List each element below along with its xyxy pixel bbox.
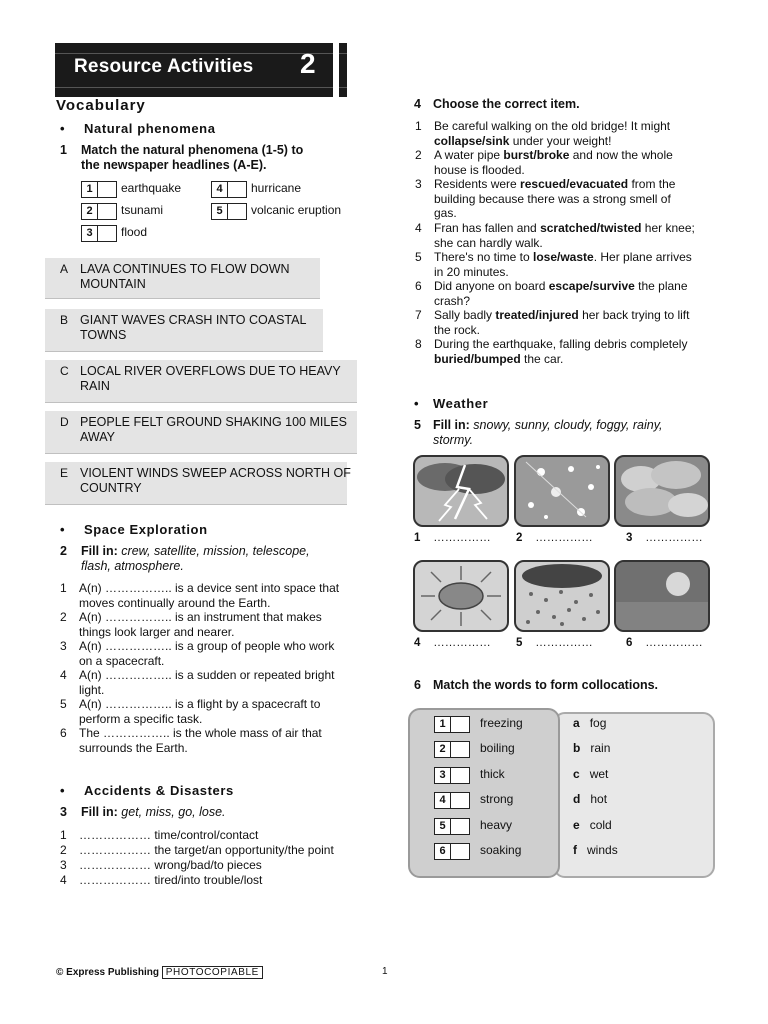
phenomenon-label: flood	[121, 225, 148, 239]
answer-box-2[interactable]: 2	[81, 203, 117, 220]
headline-e: E VIOLENT WINDS SWEEP ACROSS NORTH OF COUNTRY	[45, 462, 347, 505]
phenomenon-label: hurricane	[251, 181, 302, 195]
page-title: Resource Activities	[74, 56, 254, 77]
collocation-word: boiling	[480, 741, 515, 755]
collocation-word: thick	[480, 767, 505, 781]
collocation-word: soaking	[480, 843, 522, 857]
snowy-icon	[514, 455, 610, 527]
unit-number: 2	[300, 48, 316, 79]
headline-a: A LAVA CONTINUES TO FLOW DOWN MOUNTAIN	[45, 258, 320, 299]
title-banner	[55, 43, 347, 97]
collocation-answer-box-1[interactable]: 1	[434, 716, 470, 733]
exercise-2-instruction: 2 Fill in: crew, satellite, mission, telescope, flash, atmosphere.	[60, 544, 310, 573]
collocation-answer-box-5[interactable]: 5	[434, 818, 470, 835]
page-number: 1	[382, 966, 388, 977]
headline-c: C LOCAL RIVER OVERFLOWS DUE TO HEAVY RAIN	[45, 360, 357, 403]
exercise-5-instruction: 5 Fill in: snowy, sunny, cloudy, foggy, rainy, stormy.	[414, 418, 663, 447]
weather-blank-5[interactable]: 5 ……………	[516, 637, 593, 649]
accidents-heading: • Accidents & Disasters	[60, 783, 234, 798]
answer-box-1[interactable]: 1	[81, 181, 117, 198]
storm-lightning-icon	[413, 455, 509, 527]
exercise-6-heading: 6 Match the words to form collocations.	[414, 678, 659, 692]
collocation-answer-box-2[interactable]: 2	[434, 741, 470, 758]
weather-blank-4[interactable]: 4 ……………	[414, 637, 491, 649]
rainy-icon	[514, 560, 610, 632]
phenomenon-label: earthquake	[121, 181, 182, 195]
headline-d: D PEOPLE FELT GROUND SHAKING 100 MILES AWAY	[45, 411, 357, 454]
answer-box-5[interactable]: 5	[211, 203, 247, 220]
collocation-option-b: b rain	[573, 741, 611, 755]
weather-blank-3[interactable]: 3 ……………	[626, 532, 703, 544]
footer-copyright: © Express Publishing PHOTOCOPIABLE	[56, 966, 263, 979]
photocopiable-badge: PHOTOCOPIABLE	[162, 966, 263, 979]
cloudy-icon	[614, 455, 710, 527]
collocation-word: strong	[480, 792, 514, 806]
foggy-moon-icon	[614, 560, 710, 632]
collocation-answer-box-6[interactable]: 6	[434, 843, 470, 860]
collocation-answer-box-4[interactable]: 4	[434, 792, 470, 809]
collocation-word: freezing	[480, 716, 523, 730]
collocation-option-d: d hot	[573, 792, 608, 806]
collocation-option-c: c wet	[573, 767, 609, 781]
weather-blank-6[interactable]: 6 ……………	[626, 637, 703, 649]
space-exploration-heading: • Space Exploration	[60, 522, 208, 537]
vocabulary-heading: Vocabulary	[56, 97, 146, 114]
headline-b: B GIANT WAVES CRASH INTO COASTAL TOWNS	[45, 309, 323, 352]
collocation-option-a: a fog	[573, 716, 607, 730]
phenomenon-label: tsunami	[121, 203, 164, 217]
weather-heading: • Weather	[414, 396, 489, 411]
sunny-icon	[413, 560, 509, 632]
weather-blank-1[interactable]: 1 ……………	[414, 532, 491, 544]
phenomenon-label: volcanic eruption	[251, 203, 342, 217]
collocation-word: heavy	[480, 818, 513, 832]
collocation-option-f: f winds	[573, 843, 618, 857]
banner-stripe	[333, 43, 339, 97]
collocation-option-e: e cold	[573, 818, 612, 832]
collocation-answer-box-3[interactable]: 3	[434, 767, 470, 784]
exercise-3-instruction: 3 Fill in: get, miss, go, lose.	[60, 805, 226, 819]
exercise-4-heading: 4 Choose the correct item.	[414, 97, 580, 111]
answer-box-3[interactable]: 3	[81, 225, 117, 242]
answer-box-4[interactable]: 4	[211, 181, 247, 198]
weather-blank-2[interactable]: 2 ……………	[516, 532, 593, 544]
natural-phenomena-heading: • Natural phenomena	[60, 121, 216, 136]
